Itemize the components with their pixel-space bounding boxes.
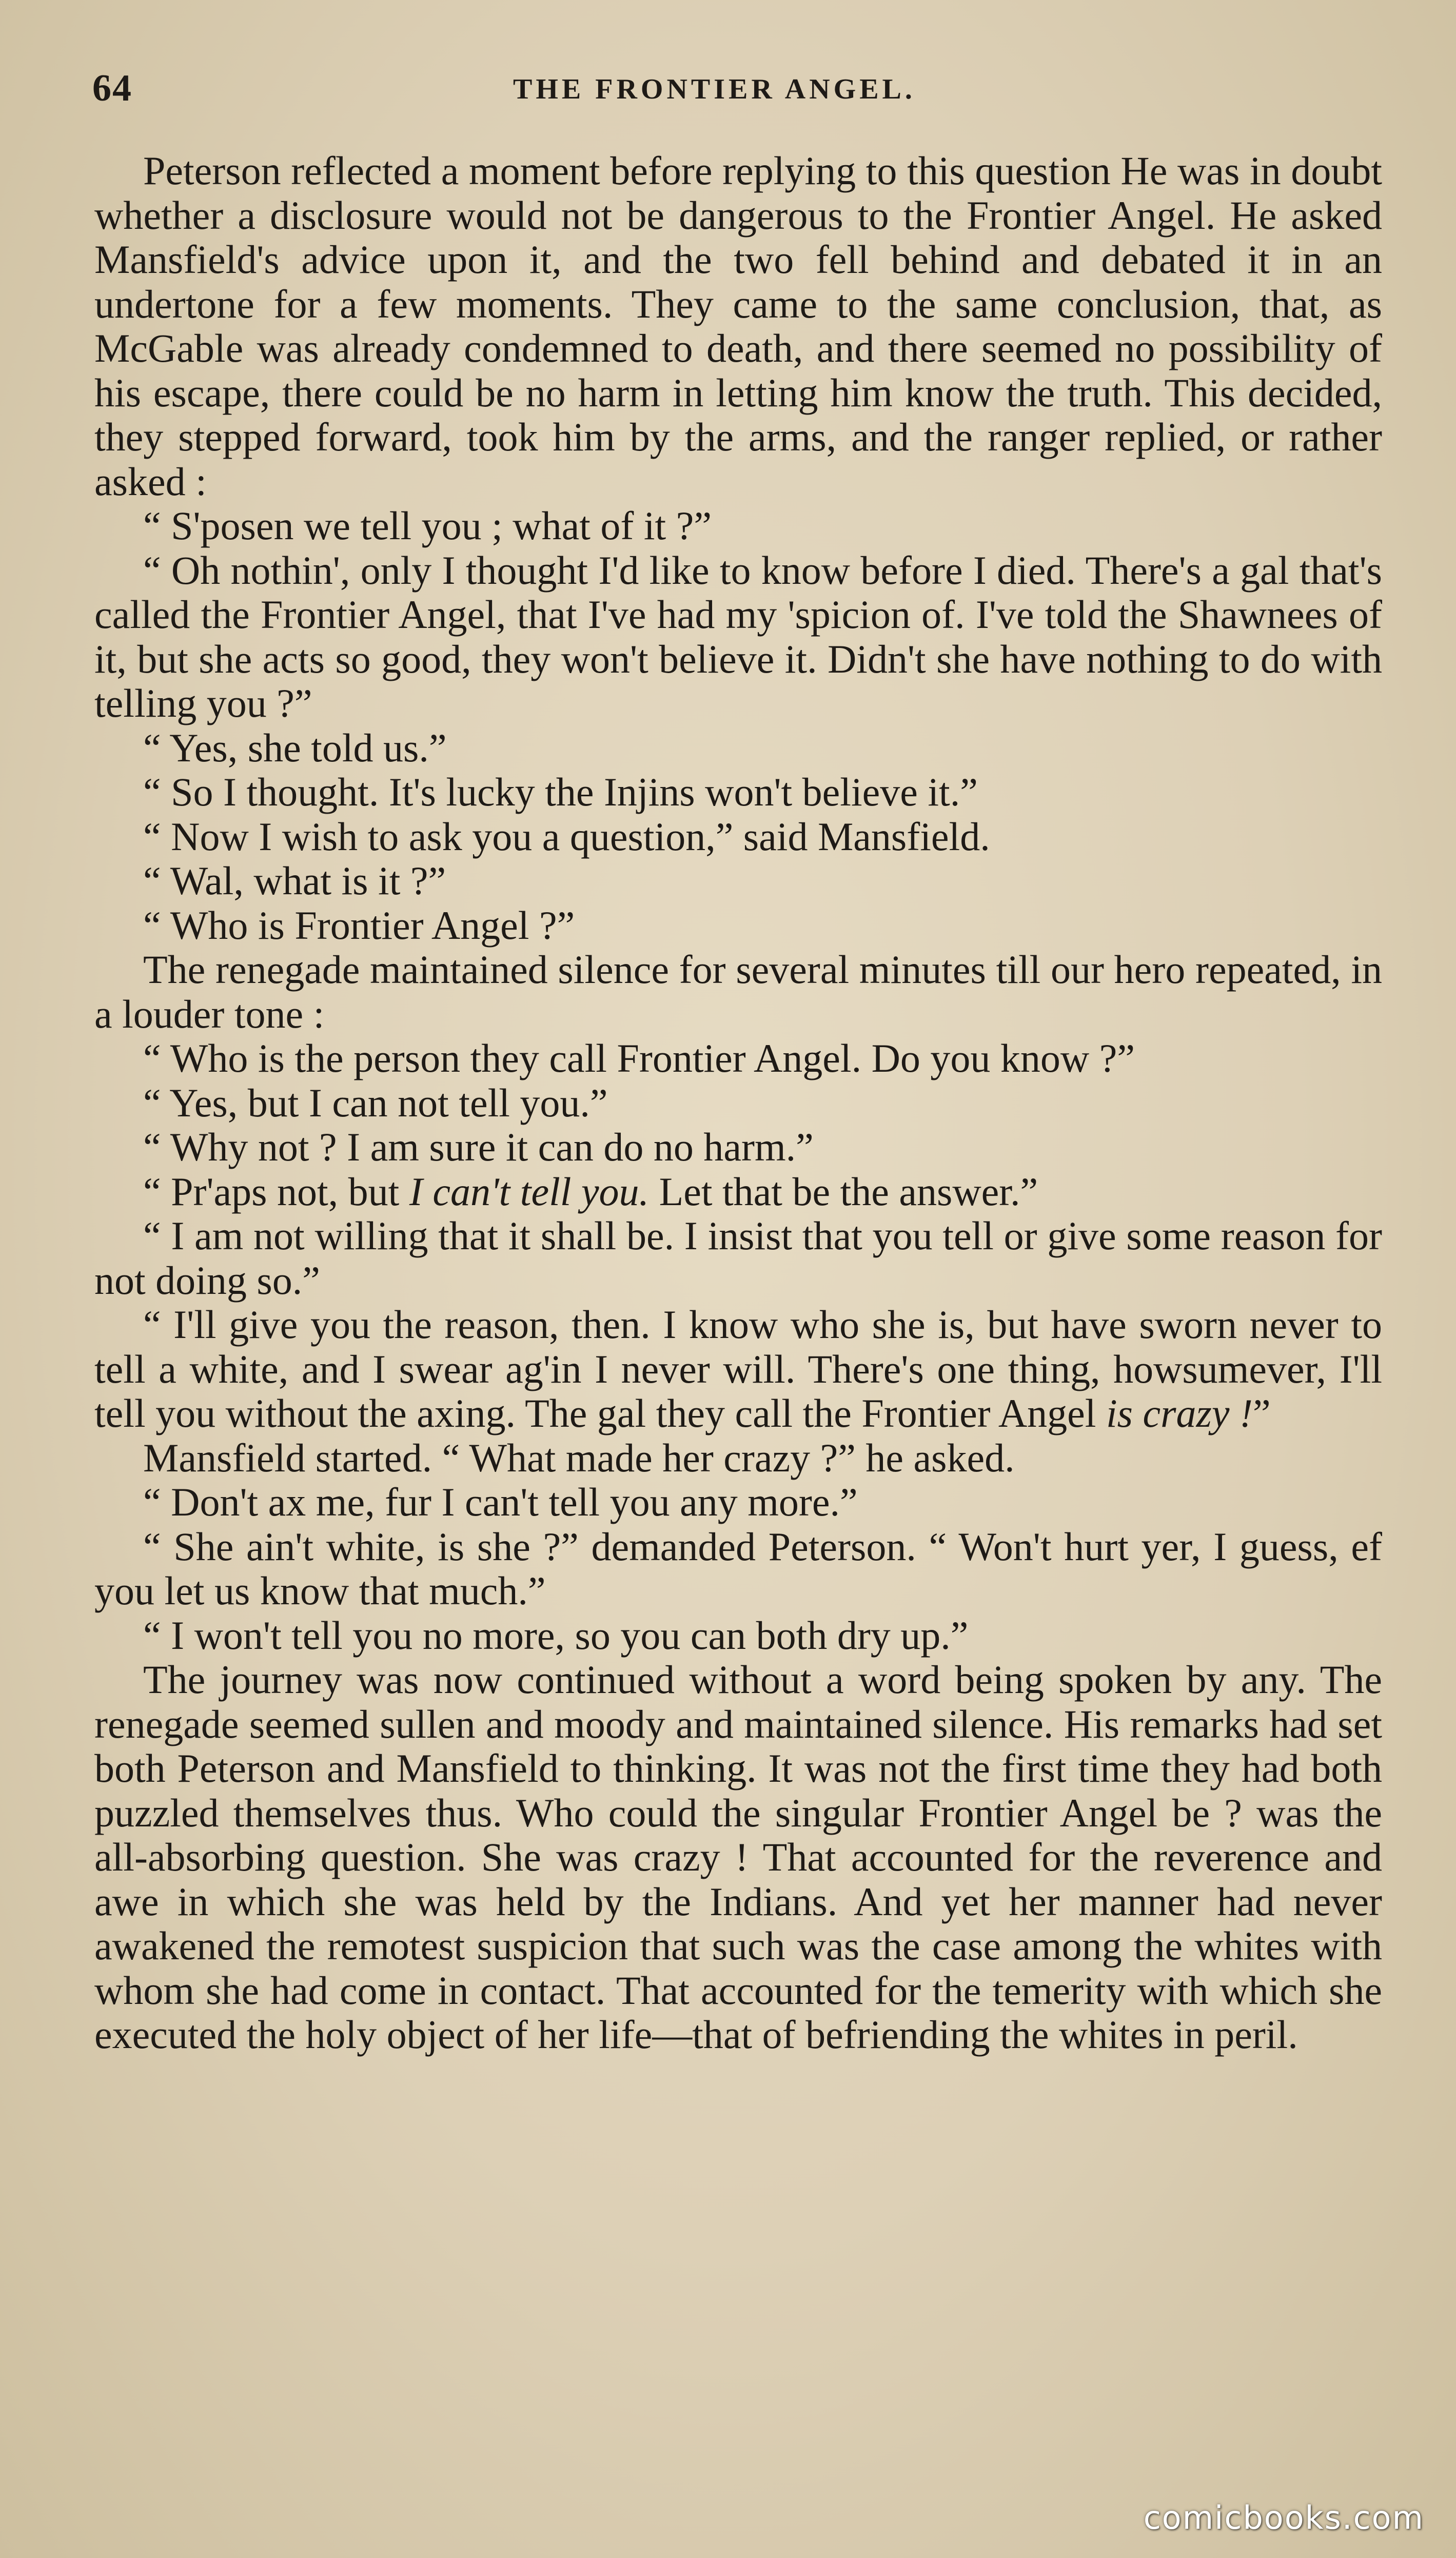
site-watermark: comicbooks.com	[1143, 2499, 1424, 2536]
dialogue-line: “ Yes, but I can not tell you.”	[143, 1080, 608, 1125]
italic-text-run: I can't tell you.	[409, 1169, 650, 1214]
dialogue-line: “ So I thought. It's lucky the Injins won't believe it.”	[143, 770, 978, 814]
dialogue-line: “ She ain't white, is she ?” demanded Peterson. “ Won't hurt yer, I guess, ef you let us know that much.”	[94, 1524, 1382, 1613]
dialogue-line: “ Oh nothin', only I thought I'd like to know before I died. There's a gal that's called the Frontier Angel, that I've had my 'spicion of. I've told the Shawnees of it, but she acts so good, they won't believe it. Didn't she have nothing to do with telling you ?”	[94, 547, 1382, 725]
text-run: ”	[1252, 1391, 1271, 1435]
body-text	[94, 149, 1382, 2057]
paragraph: The journey was now continued without a word being spoken by any. The renegade seemed sullen and moody and maintained silence. His remarks had set both Peterson and Mansfield to thinking. It was not the first time they had both puzzled themselves thus. Who could the singular Frontier Angel be ? was the all-absorbing question. She was crazy ! That accounted for the reverence and awe in which she was held by the Indians. And yet her manner had never awakened the remotest suspicion that such was the case among the whites with whom she had come in contact. That accounted for the temerity with which she executed the holy object of her life—that of befriending the whites in peril.	[94, 1657, 1382, 2057]
italic-text-run: is crazy !	[1106, 1391, 1253, 1435]
dialogue-line: “ Who is Frontier Angel ?”	[143, 902, 575, 948]
dialogue-line: “ Why not ? I am sure it can do no harm.”	[143, 1125, 814, 1169]
dialogue-line: “ S'posen we tell you ; what of it ?”	[143, 503, 712, 548]
dialogue-line: “ Now I wish to ask you a question,” said Mansfield.	[143, 814, 990, 859]
dialogue-line: “ I am not willing that it shall be. I insist that you tell or give some reason for not doing so.”	[94, 1213, 1382, 1303]
paragraph: The renegade maintained silence for several minutes till our hero repeated, in a louder tone :	[94, 947, 1382, 1036]
text-run: Let that be the answer.”	[649, 1169, 1038, 1214]
dialogue-line: “ Who is the person they call Frontier Angel. Do you know ?”	[143, 1036, 1135, 1080]
dialogue-line: “ Yes, she told us.”	[143, 725, 447, 770]
dialogue-line: “ I won't tell you no more, so you can both dry up.”	[143, 1612, 969, 1658]
dialogue-line	[94, 1170, 1382, 1214]
text-run: “ I'll give you the reason, then. I know who she is, but have sworn never to tell a white, and I swear ag'in I never will. There's one thing, howsumever, I'll tell you without the axing. The gal they call the Frontier Angel	[94, 1302, 1382, 1435]
page-number: 64	[92, 67, 132, 109]
dialogue-line: “ Don't ax me, fur I can't tell you any more.”	[143, 1480, 858, 1524]
dialogue-line	[94, 1303, 1382, 1436]
running-head: THE FRONTIER ANGEL.	[513, 73, 916, 105]
dialogue-line: “ Wal, what is it ?”	[143, 858, 446, 903]
paragraph: Peterson reflected a moment before replying to this question He was in doubt whether a disclosure would not be dangerous to the Frontier Angel. He asked Mansfield's advice upon it, and the two fell behind and debated it in an undertone for a few moments. They came to the same conclusion, that, as McGable was already condemned to death, and there seemed no possibility of his escape, there could be no harm in letting him know the truth. This decided, they stepped forward, took him by the arms, and the ranger replied, or rather asked :	[94, 148, 1382, 504]
text-run: “ Pr'aps not, but	[143, 1169, 409, 1214]
page-header	[92, 67, 1406, 118]
paragraph: Mansfield started. “ What made her crazy ?” he asked.	[143, 1435, 1015, 1480]
